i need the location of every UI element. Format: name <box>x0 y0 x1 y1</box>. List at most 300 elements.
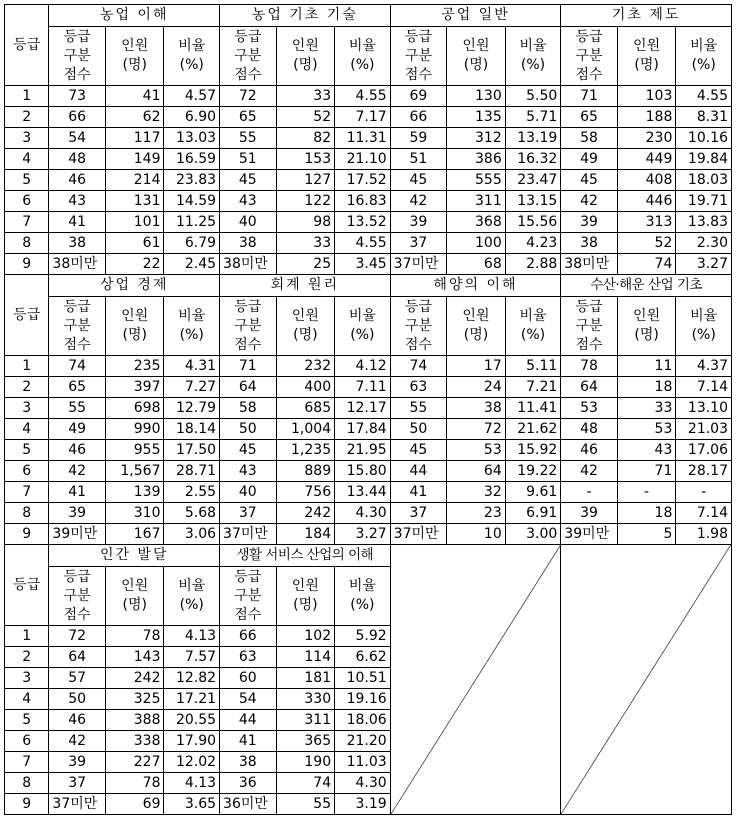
grade-cell: 7 <box>5 482 49 503</box>
count-cell: 71 <box>617 461 676 482</box>
header-label-line: 인원 <box>462 38 490 54</box>
ratio-cell: 6.79 <box>164 233 220 254</box>
count-cell: 167 <box>105 524 164 545</box>
score-cell: 37미만 <box>390 254 447 275</box>
score-cell: 58 <box>220 398 277 419</box>
count-cell: 52 <box>276 107 335 128</box>
diagonal-slash <box>391 545 561 814</box>
ratio-cell: 13.03 <box>164 128 220 149</box>
ratio-cell: 7.11 <box>335 377 391 398</box>
score-cell: 42 <box>390 191 447 212</box>
ratio-cell: 13.15 <box>505 191 561 212</box>
ratio-cell: 3.06 <box>164 524 220 545</box>
grade-cell: 7 <box>5 212 49 233</box>
score-cell: 65 <box>561 107 618 128</box>
ratio-cell: 15.92 <box>505 440 561 461</box>
score-cell: 39미만 <box>561 524 618 545</box>
ratio-cell: 8.31 <box>676 107 732 128</box>
header-label-line: 점수 <box>234 336 262 353</box>
count-column-header <box>105 27 164 86</box>
header-label-line: (명) <box>634 57 659 73</box>
ratio-cell: 4.13 <box>164 626 220 647</box>
count-cell: 990 <box>105 419 164 440</box>
score-cell: 58 <box>561 128 618 149</box>
header-label-line: 인원 <box>633 38 661 54</box>
ratio-cell: 20.55 <box>164 710 220 731</box>
header-label-line: (%) <box>179 327 204 343</box>
count-cell: 188 <box>617 107 676 128</box>
ratio-cell: 17.84 <box>335 419 391 440</box>
score-column-header <box>390 297 447 356</box>
header-label-line: (명) <box>463 327 489 343</box>
score-cell: 63 <box>390 377 447 398</box>
score-cell: 49 <box>561 149 618 170</box>
score-cell: 39 <box>561 212 618 233</box>
grade-cell: 4 <box>5 419 49 440</box>
score-cell: 38 <box>220 233 277 254</box>
header-label-line: (명) <box>293 327 318 343</box>
ratio-cell: 3.19 <box>335 794 391 815</box>
count-cell: 388 <box>105 710 164 731</box>
count-cell: 408 <box>617 170 676 191</box>
count-cell: 64 <box>447 461 506 482</box>
ratio-cell: 4.37 <box>676 356 732 377</box>
ratio-cell: 4.23 <box>505 233 561 254</box>
score-cell: 50 <box>49 689 106 710</box>
ratio-cell: 28.17 <box>676 461 732 482</box>
ratio-cell: 5.50 <box>505 86 561 107</box>
table-row <box>5 524 732 545</box>
score-cell: 59 <box>390 128 447 149</box>
ratio-cell: 11.31 <box>335 128 391 149</box>
header-label-line: (%) <box>350 57 375 73</box>
header-label-line: 구분 <box>234 47 262 64</box>
ratio-column-header <box>164 297 220 356</box>
ratio-cell: 18.06 <box>335 710 391 731</box>
score-cell: 65 <box>220 107 277 128</box>
table-row <box>5 398 732 419</box>
ratio-cell: 18.14 <box>164 419 220 440</box>
count-cell: 955 <box>105 440 164 461</box>
score-cell: 43 <box>49 191 106 212</box>
header-label-line: 인원 <box>462 308 490 324</box>
count-cell: 24 <box>447 377 506 398</box>
count-cell: - <box>617 482 676 503</box>
ratio-cell: 17.21 <box>164 689 220 710</box>
score-cell: 40 <box>220 482 277 503</box>
header-label-line: 점수 <box>63 66 91 83</box>
score-column-header <box>49 27 106 86</box>
header-label-line: (명) <box>463 57 489 73</box>
header-label-line: (%) <box>350 327 375 343</box>
header-label-line: 등급 <box>575 28 603 45</box>
table-row <box>5 254 732 275</box>
ratio-cell: 11.03 <box>335 752 391 773</box>
header-label-line: (%) <box>520 327 546 343</box>
header-label-line: 점수 <box>234 606 262 623</box>
header-label-line: 구분 <box>63 587 91 604</box>
count-cell: 43 <box>617 440 676 461</box>
header-label-line: 비율 <box>690 308 718 324</box>
count-cell: 33 <box>276 86 335 107</box>
score-column-header <box>220 567 277 626</box>
count-cell: 122 <box>276 191 335 212</box>
count-column-header <box>276 297 335 356</box>
score-cell: 42 <box>561 461 618 482</box>
count-cell: 139 <box>105 482 164 503</box>
count-cell: 330 <box>276 689 335 710</box>
ratio-cell: 17.50 <box>164 440 220 461</box>
header-label-line: 점수 <box>234 66 262 83</box>
count-cell: 18 <box>617 377 676 398</box>
count-cell: 230 <box>617 128 676 149</box>
header-label-line: (%) <box>691 327 716 343</box>
table-row <box>5 107 732 128</box>
table-row <box>5 482 732 503</box>
grade-cell: 8 <box>5 233 49 254</box>
count-cell: 53 <box>617 419 676 440</box>
count-cell: 11 <box>617 356 676 377</box>
count-cell: 313 <box>617 212 676 233</box>
header-label-line: 비율 <box>348 308 376 324</box>
count-cell: 397 <box>105 377 164 398</box>
count-cell: 98 <box>276 212 335 233</box>
score-cell: 54 <box>49 128 106 149</box>
count-cell: 242 <box>276 503 335 524</box>
count-cell: 32 <box>447 482 506 503</box>
ratio-cell: 5.68 <box>164 503 220 524</box>
subject-title: 생활 서비스 산업의 이해 <box>220 545 391 567</box>
score-cell: 66 <box>220 626 277 647</box>
count-cell: 135 <box>447 107 506 128</box>
count-cell: 181 <box>276 668 335 689</box>
score-cell: 66 <box>390 107 447 128</box>
ratio-cell: 4.55 <box>676 86 732 107</box>
grade-cell: 2 <box>5 377 49 398</box>
count-cell: 889 <box>276 461 335 482</box>
score-cell: 73 <box>49 86 106 107</box>
ratio-cell: 21.03 <box>676 419 732 440</box>
score-cell: 64 <box>49 647 106 668</box>
score-cell: 49 <box>49 419 106 440</box>
ratio-cell: 12.82 <box>164 668 220 689</box>
header-label-line: 점수 <box>404 336 432 353</box>
score-cell: 43 <box>220 461 277 482</box>
count-cell: 82 <box>276 128 335 149</box>
ratio-cell: 7.27 <box>164 377 220 398</box>
ratio-cell: 12.02 <box>164 752 220 773</box>
grade-cell: 1 <box>5 356 49 377</box>
ratio-cell: 3.27 <box>676 254 732 275</box>
ratio-cell: 1.98 <box>676 524 732 545</box>
count-cell: 68 <box>447 254 506 275</box>
count-cell: 61 <box>105 233 164 254</box>
ratio-cell: 2.55 <box>164 482 220 503</box>
subject-title-row <box>5 5 732 27</box>
count-cell: 184 <box>276 524 335 545</box>
ratio-cell: 5.71 <box>505 107 561 128</box>
ratio-cell: 17.06 <box>676 440 732 461</box>
subject-title: 농업 기초 기술 <box>220 5 391 27</box>
ratio-cell: - <box>676 482 732 503</box>
score-cell: 45 <box>220 440 277 461</box>
header-label-line: 비율 <box>519 38 547 54</box>
score-cell: 46 <box>561 440 618 461</box>
count-cell: 153 <box>276 149 335 170</box>
score-cell: 45 <box>220 170 277 191</box>
table-row <box>5 128 732 149</box>
subject-title-row <box>5 545 732 567</box>
grade-column-header: 등급 <box>5 545 49 626</box>
grade-cell: 9 <box>5 524 49 545</box>
count-cell: 756 <box>276 482 335 503</box>
count-cell: 78 <box>105 773 164 794</box>
score-cell: 41 <box>49 212 106 233</box>
score-cell: 40 <box>220 212 277 233</box>
empty-diagonal-cell <box>561 545 732 815</box>
score-cell: 37 <box>220 503 277 524</box>
table-row <box>5 503 732 524</box>
score-cell: 37 <box>390 503 447 524</box>
count-cell: 365 <box>276 731 335 752</box>
ratio-cell: 5.11 <box>505 356 561 377</box>
score-cell: 39 <box>49 752 106 773</box>
score-cell: 44 <box>220 710 277 731</box>
header-label-line: (%) <box>520 57 546 73</box>
count-cell: 190 <box>276 752 335 773</box>
table-row <box>5 212 732 233</box>
ratio-cell: 23.47 <box>505 170 561 191</box>
grade-cell: 3 <box>5 128 49 149</box>
score-cell: 48 <box>561 419 618 440</box>
count-cell: 17 <box>447 356 506 377</box>
column-header-row <box>5 27 732 86</box>
ratio-column-header <box>335 27 391 86</box>
count-cell: 214 <box>105 170 164 191</box>
header-label-line: 비율 <box>348 578 376 594</box>
ratio-cell: 19.16 <box>335 689 391 710</box>
ratio-cell: 4.55 <box>335 86 391 107</box>
header-label-line: 구분 <box>575 47 603 64</box>
header-label-line: 등급 <box>234 28 262 45</box>
ratio-cell: 6.62 <box>335 647 391 668</box>
count-cell: 227 <box>105 752 164 773</box>
score-cell: 38 <box>561 233 618 254</box>
header-label-line: 인원 <box>291 38 319 54</box>
score-cell: 69 <box>390 86 447 107</box>
grade-cell: 7 <box>5 752 49 773</box>
ratio-cell: 19.71 <box>676 191 732 212</box>
ratio-cell: 2.45 <box>164 254 220 275</box>
score-cell: 57 <box>49 668 106 689</box>
score-column-header <box>390 27 447 86</box>
header-label-line: 등급 <box>234 568 262 585</box>
count-cell: 232 <box>276 356 335 377</box>
count-cell: 22 <box>105 254 164 275</box>
score-cell: 37 <box>49 773 106 794</box>
ratio-cell: 28.71 <box>164 461 220 482</box>
count-cell: 33 <box>617 398 676 419</box>
table-row <box>5 419 732 440</box>
table-row <box>5 377 732 398</box>
grade-cell: 4 <box>5 689 49 710</box>
header-label-line: 점수 <box>63 336 91 353</box>
ratio-cell: 13.83 <box>676 212 732 233</box>
score-column-header <box>220 27 277 86</box>
score-cell: 37미만 <box>220 524 277 545</box>
subject-title-row <box>5 275 732 297</box>
header-label-line: 구분 <box>234 587 262 604</box>
grade-cell: 6 <box>5 461 49 482</box>
ratio-cell: 21.20 <box>335 731 391 752</box>
ratio-cell: 10.16 <box>676 128 732 149</box>
header-label-line: 인원 <box>121 308 149 324</box>
count-cell: 312 <box>447 128 506 149</box>
score-cell: 50 <box>390 419 447 440</box>
ratio-cell: 15.56 <box>505 212 561 233</box>
count-cell: 127 <box>276 170 335 191</box>
score-cell: 74 <box>49 356 106 377</box>
score-cell: 60 <box>220 668 277 689</box>
count-cell: 62 <box>105 107 164 128</box>
ratio-cell: 10.51 <box>335 668 391 689</box>
score-cell: 65 <box>49 377 106 398</box>
count-cell: 446 <box>617 191 676 212</box>
count-cell: 130 <box>447 86 506 107</box>
count-cell: 117 <box>105 128 164 149</box>
count-column-header <box>276 27 335 86</box>
score-cell: 45 <box>561 170 618 191</box>
score-cell: 78 <box>561 356 618 377</box>
score-cell: 71 <box>220 356 277 377</box>
header-label-line: 인원 <box>291 308 319 324</box>
grade-column-header: 등급 <box>5 275 49 356</box>
header-label-line: 인원 <box>121 38 149 54</box>
count-cell: 78 <box>105 626 164 647</box>
header-label-line: 비율 <box>348 38 376 54</box>
count-cell: 1,235 <box>276 440 335 461</box>
score-cell: 66 <box>49 107 106 128</box>
ratio-cell: 4.31 <box>164 356 220 377</box>
ratio-cell: 19.84 <box>676 149 732 170</box>
ratio-cell: 4.57 <box>164 86 220 107</box>
score-cell: 71 <box>561 86 618 107</box>
count-column-header <box>447 297 506 356</box>
table-row <box>5 86 732 107</box>
empty-diagonal-cell <box>390 545 561 815</box>
header-label-line: 구분 <box>63 317 91 334</box>
grade-cell: 1 <box>5 86 49 107</box>
ratio-cell: 13.10 <box>676 398 732 419</box>
header-label-line: 비율 <box>178 308 206 324</box>
count-cell: 143 <box>105 647 164 668</box>
header-label-line: 인원 <box>121 578 149 594</box>
score-cell: 41 <box>49 482 106 503</box>
count-cell: 55 <box>276 794 335 815</box>
table-row <box>5 170 732 191</box>
count-cell: 41 <box>105 86 164 107</box>
score-cell: 46 <box>49 710 106 731</box>
ratio-cell: 21.10 <box>335 149 391 170</box>
count-cell: 311 <box>447 191 506 212</box>
score-cell: 48 <box>49 149 106 170</box>
header-label-line: 등급 <box>63 28 91 45</box>
ratio-cell: 4.55 <box>335 233 391 254</box>
ratio-column-header <box>505 27 561 86</box>
header-label-line: (명) <box>293 57 318 73</box>
count-cell: 242 <box>105 668 164 689</box>
ratio-cell: 5.92 <box>335 626 391 647</box>
count-cell: 325 <box>105 689 164 710</box>
grade-cell: 5 <box>5 170 49 191</box>
score-cell: 37 <box>390 233 447 254</box>
table-row <box>5 149 732 170</box>
score-cell: 41 <box>390 482 447 503</box>
count-column-header <box>617 297 676 356</box>
grade-cell: 9 <box>5 254 49 275</box>
score-cell: 37미만 <box>390 524 447 545</box>
ratio-cell: 6.90 <box>164 107 220 128</box>
ratio-cell: 2.88 <box>505 254 561 275</box>
score-column-header <box>561 27 618 86</box>
ratio-column-header <box>335 297 391 356</box>
count-cell: 102 <box>276 626 335 647</box>
subject-title: 회계 원리 <box>220 275 391 297</box>
ratio-cell: 12.79 <box>164 398 220 419</box>
count-cell: 555 <box>447 170 506 191</box>
header-label-line: 점수 <box>404 66 432 83</box>
header-label-line: 등급 <box>404 298 432 315</box>
score-cell: 36 <box>220 773 277 794</box>
score-cell: 36미만 <box>220 794 277 815</box>
ratio-cell: 4.30 <box>335 503 391 524</box>
ratio-cell: 4.12 <box>335 356 391 377</box>
subject-title: 농업 이해 <box>49 5 220 27</box>
count-cell: 338 <box>105 731 164 752</box>
score-cell: 54 <box>220 689 277 710</box>
subject-title: 상업 경제 <box>49 275 220 297</box>
ratio-cell: 18.03 <box>676 170 732 191</box>
grade-cell: 3 <box>5 668 49 689</box>
header-label-line: 점수 <box>63 606 91 623</box>
grade-cell: 5 <box>5 710 49 731</box>
count-cell: 52 <box>617 233 676 254</box>
header-label-line: 구분 <box>575 317 603 334</box>
diagonal-slash <box>561 545 731 814</box>
header-label-line: (%) <box>179 597 204 613</box>
ratio-cell: 21.95 <box>335 440 391 461</box>
table-row <box>5 191 732 212</box>
score-cell: 42 <box>49 731 106 752</box>
score-column-header <box>49 297 106 356</box>
count-cell: 698 <box>105 398 164 419</box>
ratio-cell: 19.22 <box>505 461 561 482</box>
count-column-header <box>105 567 164 626</box>
ratio-cell: 15.80 <box>335 461 391 482</box>
ratio-cell: 4.13 <box>164 773 220 794</box>
score-cell: 39미만 <box>49 524 106 545</box>
grade-cell: 6 <box>5 191 49 212</box>
grade-cutoff-table <box>4 4 732 815</box>
ratio-cell: 7.17 <box>335 107 391 128</box>
score-cell: 46 <box>49 440 106 461</box>
subject-title: 수산·해운 산업 기초 <box>561 275 732 297</box>
count-column-header <box>276 567 335 626</box>
grade-cell: 6 <box>5 731 49 752</box>
header-label-line: 등급 <box>575 298 603 315</box>
ratio-cell: 11.25 <box>164 212 220 233</box>
header-label-line: 비율 <box>178 38 206 54</box>
